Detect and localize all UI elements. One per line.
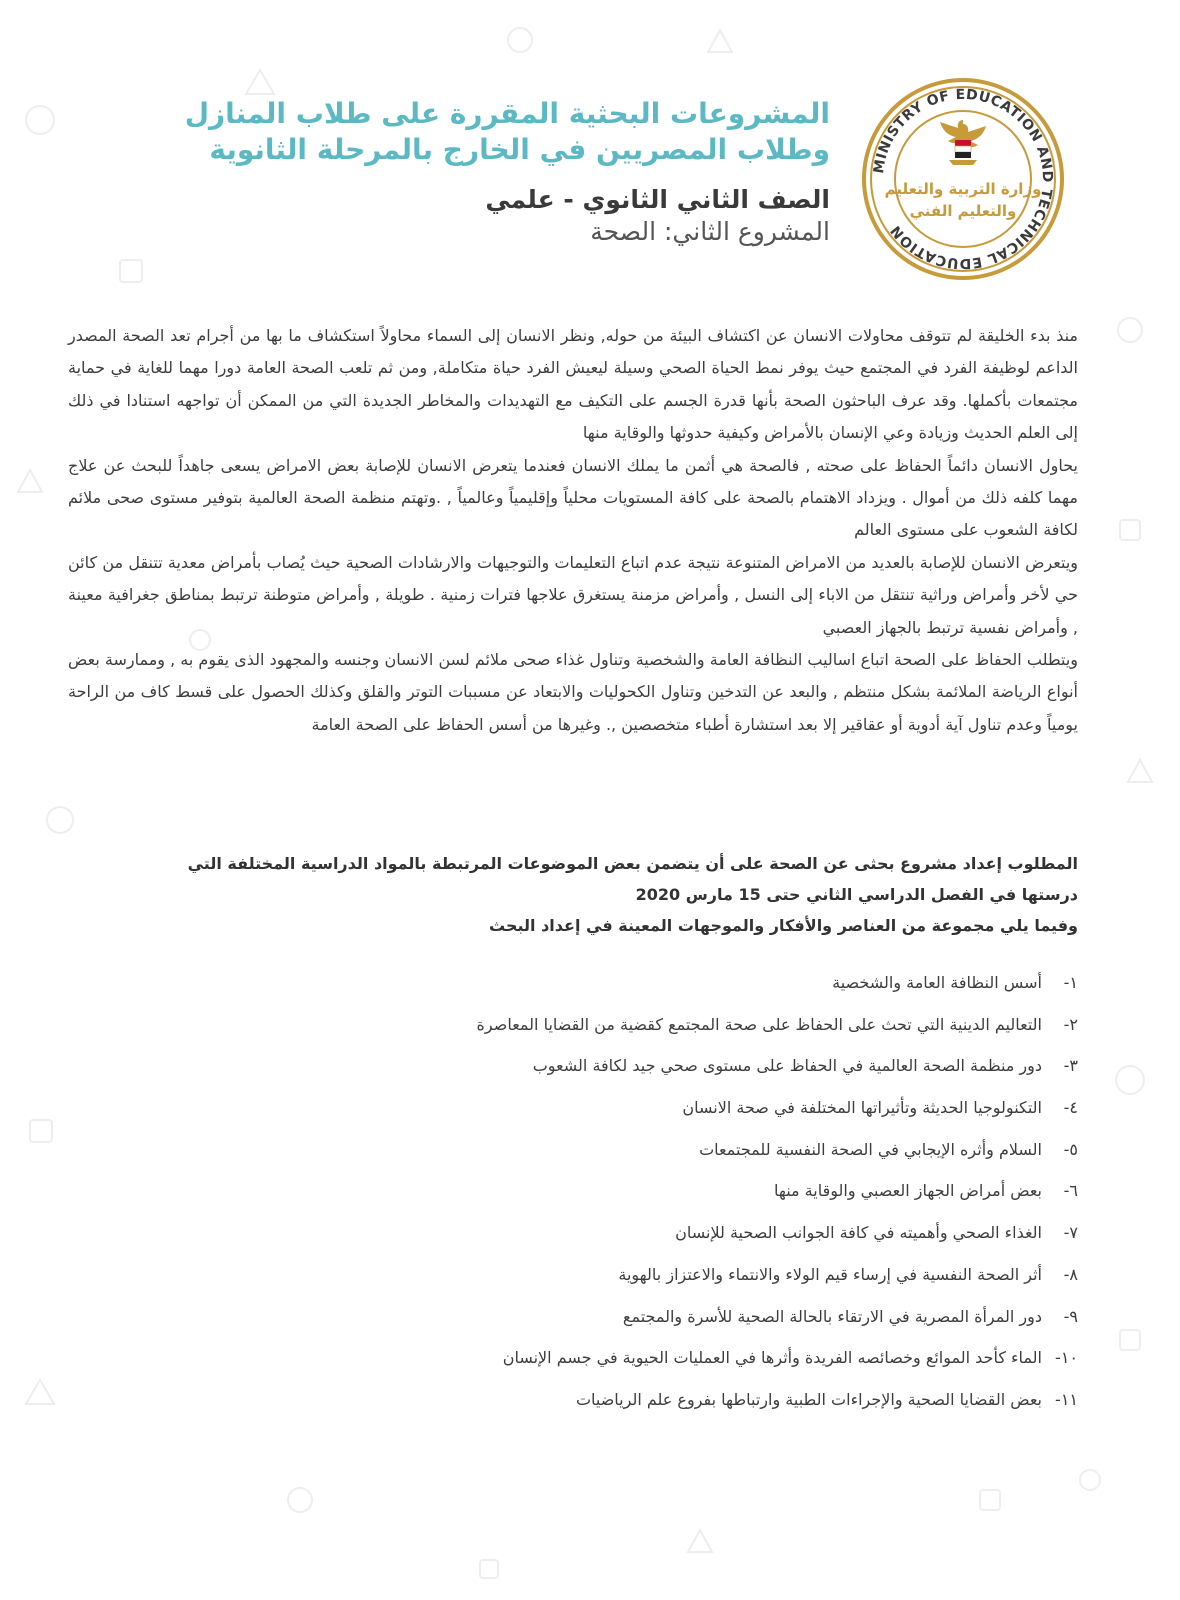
requirement-line-1: المطلوب إعداد مشروع بحثى عن الصحة على أن يتضمن بعض الموضوعات المرتبطة بالمواد الدراسية المختلفة التي <box>187 854 1078 873</box>
grade-title: الصف الثاني الثانوي - علمي <box>485 185 830 214</box>
list-item-number: ١١- <box>1055 1389 1078 1409</box>
intro-paragraph: منذ بدء الخليقة لم تتوقف محاولات الانسان عن اكتشاف البيئة من حوله, ونظر الانسان إلى السماء محاولاً استكشاف ما بها من أجرام تعد الصحة المصدر الداعم لوظيفة الفرد في المجتمع حيث يوفر نمط الحياة الصحي وسيلة ليعيش الفرد حياة متكاملة, ومن ثم تلعب الصحة العامة دورا مهما للغاية في حماية مجتمعات بأكملها. وقد عرف الباحثون الصحة بأنها قدرة الجسم على التكيف مع التهديدات والمخاطر الجديدة التي من الممكن أن تواجهه استنادا في ذلك إلى العلم الحديث وزيادة وعي الإنسان بالأمراض وكيفية حدوثها والوقاية منها <box>68 326 1078 443</box>
logo-ring-text: MINISTRY OF EDUCATION AND TECHNICAL EDUCATION <box>870 86 1056 272</box>
list-item-number: ٦- <box>1063 1181 1078 1201</box>
list-item-text: التعاليم الدينية التي تحث على الحفاظ على صحة المجتمع كقضية من القضايا المعاصرة <box>476 1014 1042 1034</box>
list-item-number: ٤- <box>1063 1098 1078 1118</box>
list-item <box>68 1133 1078 1175</box>
intro-paragraph: يحاول الانسان دائماً الحفاظ على صحته , فالصحة هي أثمن ما يملك الانسان فعندما يتعرض الانسان للإصابة بعض الامراض يسعى جاهداً للبحث عن علاج مهما كلفه ذلك من أموال . ويزداد الاهتمام بالصحة على كافة المستويات محلياً وإقليمياً وعالمياً , .وتهتم منظمة الصحة العالمية بتوفير مستوى صحى ملائم لكافة الشعوب على مستوى العالم <box>68 455 1078 540</box>
project-title: المشروع الثاني: الصحة <box>590 217 830 246</box>
requirement-line-3: وفيما يلي مجموعة من العناصر والأفكار والموجهات المعينة في إعداد البحث <box>489 916 1078 935</box>
list-item-text: الماء كأحد الموائع وخصائصه الفريدة وأثرها في العمليات الحيوية في جسم الإنسان <box>502 1348 1042 1368</box>
topics-list <box>68 966 1078 1425</box>
list-item <box>68 1383 1078 1425</box>
list-item-number: ٢- <box>1063 1014 1078 1034</box>
list-item <box>68 1341 1078 1383</box>
logo-arabic-line-1: وزارة التربية والتعليم <box>884 180 1042 198</box>
intro-text <box>68 320 1078 741</box>
main-title-line-2: وطلاب المصريين في الخارج بالمرحلة الثانوية <box>209 133 830 166</box>
requirement-line-2: درستها في الفصل الدراسي الثاني حتى 15 مارس 2020 <box>635 885 1078 904</box>
list-item-text: التكنولوجيا الحديثة وتأثيراتها المختلفة في صحة الانسان <box>682 1098 1042 1118</box>
list-item-text: السلام وأثره الإيجابي في الصحة النفسية للمجتمعات <box>699 1139 1042 1159</box>
list-item-number: ١٠- <box>1055 1348 1078 1368</box>
intro-paragraph: ويتطلب الحفاظ على الصحة اتباع اساليب النظافة العامة والشخصية وتناول غذاء صحى ملائم لسن الانسان وجنسه والمجهود الذى يقوم به , وممارسة بعض أنواع الرياضة الملائمة بشكل منتظم , والبعد عن التدخين وتناول الكحوليات والابتعاد عن مسببات التوتر والقلق وكذلك الحصول على قسط كاف من الراحة يومياً وعدم تناول آية أدوية أو عقاقير إلا بعد استشارة أطباء متخصصين ,. وغيرها من أسس الحفاظ على الصحة العامة <box>68 650 1078 734</box>
list-item-number: ٩- <box>1063 1306 1078 1326</box>
list-item-text: أثر الصحة النفسية في إرساء قيم الولاء والانتماء والاعتزاز بالهوية <box>618 1264 1042 1284</box>
list-item <box>68 1091 1078 1133</box>
list-item <box>68 966 1078 1008</box>
list-item <box>68 1216 1078 1258</box>
list-item <box>68 1300 1078 1342</box>
list-item <box>68 1174 1078 1216</box>
list-item-number: ٥- <box>1063 1139 1078 1159</box>
requirement-section <box>68 848 1078 941</box>
list-item-text: دور منظمة الصحة العالمية في الحفاظ على مستوى صحي جيد لكافة الشعوب <box>532 1056 1042 1076</box>
list-item-text: بعض أمراض الجهاز العصبي والوقاية منها <box>773 1181 1042 1201</box>
list-item <box>68 1008 1078 1050</box>
header <box>130 96 830 248</box>
list-item-text: أسس النظافة العامة والشخصية <box>832 973 1042 992</box>
list-item-number: ٣- <box>1063 1056 1078 1076</box>
list-item-text: دور المرأة المصرية في الارتقاء بالحالة الصحية للأسرة والمجتمع <box>622 1306 1042 1326</box>
list-item-text: بعض القضايا الصحية والإجراءات الطبية وارتباطها بفروع علم الرياضيات <box>575 1389 1042 1409</box>
logo-arabic-line-2: والتعليم الفني <box>909 202 1017 220</box>
list-item <box>68 1258 1078 1300</box>
list-item-number: ١- <box>1063 973 1078 992</box>
list-item-text: الغذاء الصحي وأهميته في كافة الجوانب الصحية للإنسان <box>675 1223 1042 1243</box>
list-item-number: ٨- <box>1063 1264 1078 1284</box>
list-item-number: ٧- <box>1063 1223 1078 1243</box>
ministry-logo <box>860 76 1066 282</box>
intro-paragraph: ويتعرض الانسان للإصابة بالعديد من الامراض المتنوعة نتيجة عدم اتباع التعليمات والتوجيهات والارشادات الصحية حيث يُصاب بأمراض معدية تتنقل من كائن حي لأخر وأمراض وراثية تنتقل من الاباء إلى النسل , وأمراض مزمنة يستغرق علاجها فترات زمنية . طويلة , وأمراض متوطنة ترتبط بمناطق جغرافية معينة , وأمراض نفسية ترتبط بالجهاز العصبي <box>68 552 1078 637</box>
list-item <box>68 1049 1078 1091</box>
main-title-line-1: المشروعات البحثية المقررة على طلاب المنازل <box>184 97 830 130</box>
